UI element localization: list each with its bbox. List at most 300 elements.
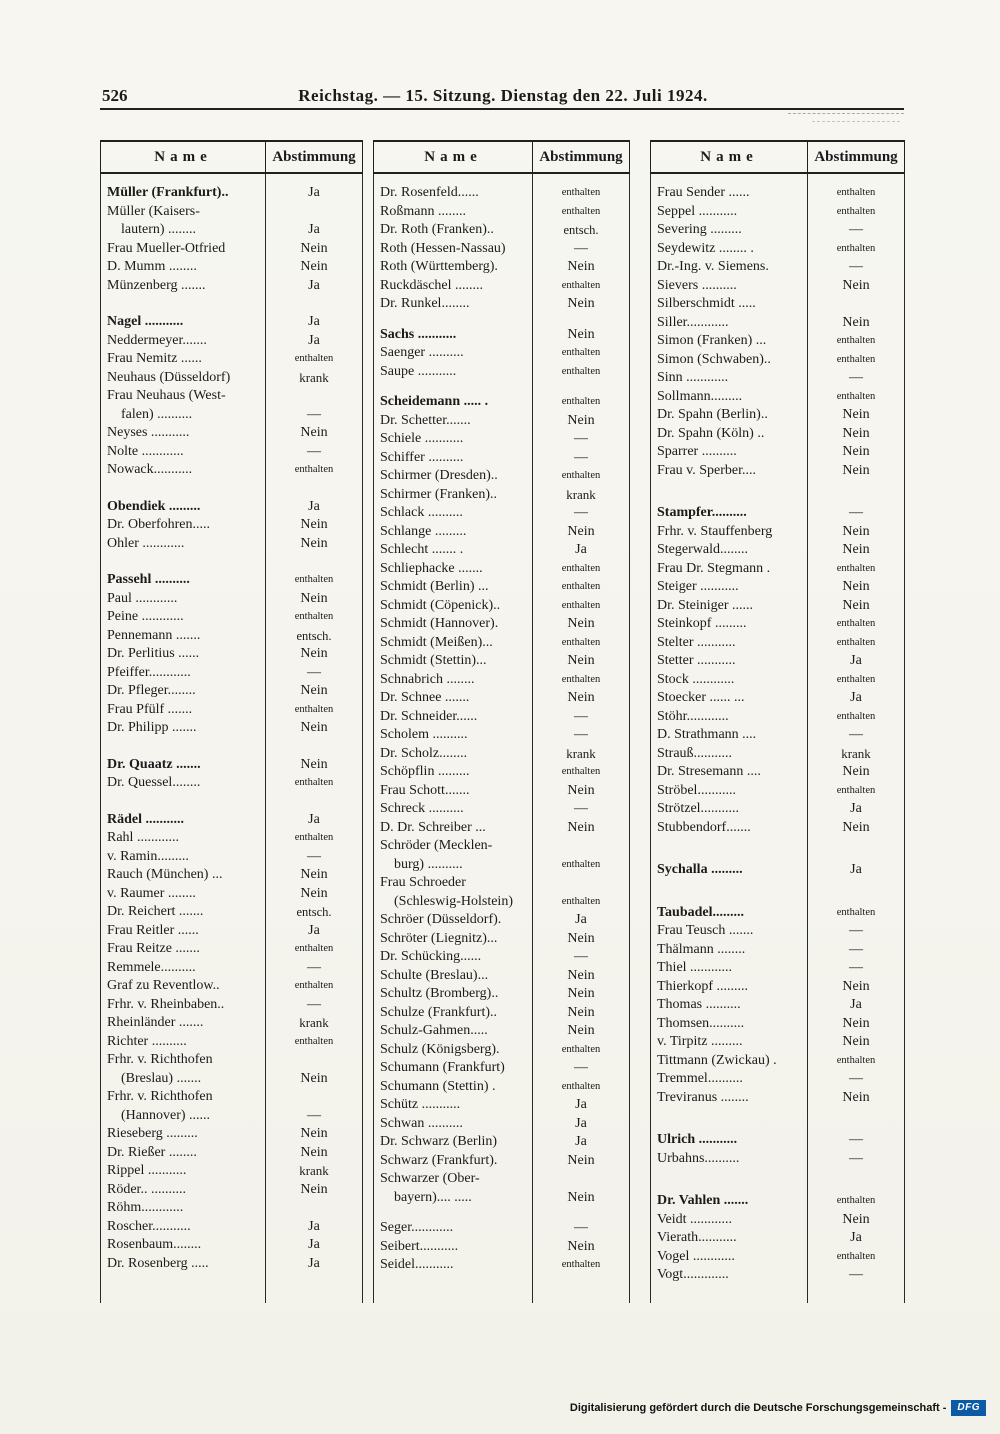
table-row xyxy=(101,1236,362,1255)
member-name: Severing ......... xyxy=(657,222,742,237)
table-row xyxy=(374,221,629,240)
table-row xyxy=(101,940,362,959)
member-name: Thomas .......... xyxy=(657,997,741,1012)
member-name: Frau Reitler ...... xyxy=(107,922,199,938)
vote-table-1 xyxy=(100,140,363,1303)
table-row xyxy=(101,1051,362,1088)
member-name: Tremmel.......... xyxy=(657,1071,743,1086)
member-name: Schmidt (Berlin) ... xyxy=(380,579,489,594)
member-name: Roßmann ........ xyxy=(380,203,466,219)
member-name: Sinn ............ xyxy=(657,370,729,385)
table-row xyxy=(651,332,904,351)
table-row xyxy=(651,1070,904,1089)
table-row xyxy=(651,369,904,388)
table-row xyxy=(101,277,362,296)
member-name: Rosenbaum........ xyxy=(107,1237,202,1252)
table-row xyxy=(101,682,362,701)
table-row xyxy=(374,1041,629,1060)
vote-value: — xyxy=(849,370,863,385)
table-row xyxy=(651,597,904,616)
table-row xyxy=(374,258,629,277)
member-name: Dr. Quaatz ....... xyxy=(107,756,201,772)
scan-artifact-dashes xyxy=(812,121,900,122)
vote-value: Nein xyxy=(842,277,870,293)
member-name: Schumann (Stettin) . xyxy=(380,1078,496,1094)
vote-value: Nein xyxy=(842,462,870,478)
table-row xyxy=(101,184,362,203)
vote-value: Nein xyxy=(842,425,870,441)
table-row xyxy=(651,763,904,782)
member-name: Sachs ........... xyxy=(380,326,457,342)
member-name: Vogel ............ xyxy=(657,1248,735,1264)
member-name: Frau Dr. Stegmann . xyxy=(657,560,771,576)
vote-column-header: Abstimmung xyxy=(272,148,356,165)
member-name: Frau Neuhaus (West- falen) .......... xyxy=(107,388,226,422)
vote-value: Nein xyxy=(567,690,595,705)
vote-value: — xyxy=(574,449,588,465)
header-rule xyxy=(100,108,904,110)
table-row xyxy=(101,829,362,848)
member-name: Steinkopf ......... xyxy=(657,616,747,631)
member-name: Seidel........... xyxy=(380,1257,454,1272)
vote-value: Nein xyxy=(300,646,328,661)
vote-value: enthalten xyxy=(836,390,876,402)
table-row xyxy=(374,1022,629,1041)
table-row xyxy=(651,541,904,560)
table-row xyxy=(374,967,629,986)
table-row xyxy=(374,800,629,819)
member-name: Nowack........... xyxy=(107,462,193,477)
table-row xyxy=(651,996,904,1015)
member-name: Schröer (Düsseldorf). xyxy=(380,912,502,927)
member-name: Müller (Frankfurt).. xyxy=(107,185,229,200)
vote-value: Ja xyxy=(308,922,320,938)
member-name: Stetter ........... xyxy=(657,653,736,668)
vote-value: Nein xyxy=(842,523,870,539)
table-row xyxy=(651,671,904,690)
table-row xyxy=(374,948,629,967)
member-name: Pfeiffer............ xyxy=(107,664,191,680)
table-row xyxy=(101,811,362,830)
member-name: Dr. Rießer ........ xyxy=(107,1144,197,1160)
vote-value: — xyxy=(574,505,588,520)
vote-value: Nein xyxy=(567,1023,595,1038)
vote-value: enthalten xyxy=(836,784,876,796)
member-name: Frhr. v. Richthofen (Hannover) ...... xyxy=(107,1089,213,1123)
vote-value: Nein xyxy=(300,867,328,882)
member-name: Urbahns.......... xyxy=(657,1150,740,1166)
member-name: Thiel ............ xyxy=(657,960,733,975)
member-name: Peine ............ xyxy=(107,609,184,624)
table-row xyxy=(101,1199,362,1218)
table-row xyxy=(101,387,362,424)
vote-value: Nein xyxy=(842,1015,870,1031)
letter-group-gap xyxy=(651,880,904,904)
member-name: Stampfer.......... xyxy=(657,505,747,520)
vote-value: enthalten xyxy=(294,777,334,788)
vote-value: krank xyxy=(299,1015,329,1030)
member-name: Roth (Württemberg). xyxy=(380,259,498,274)
vote-value: enthalten xyxy=(836,636,876,648)
letter-group-gap xyxy=(651,1168,904,1192)
vote-value: Ja xyxy=(308,1218,320,1234)
vote-value: Nein xyxy=(842,542,870,557)
vote-value: Nein xyxy=(567,1189,595,1205)
table-row xyxy=(101,203,362,240)
member-name: D. Strathmann .... xyxy=(657,727,757,742)
table-row xyxy=(101,996,362,1015)
vote-value: enthalten xyxy=(561,895,601,907)
member-name: D. Mumm ........ xyxy=(107,259,197,274)
member-name: Dr. Schücking...... xyxy=(380,949,482,964)
name-column-header: Name xyxy=(101,142,266,172)
table-row xyxy=(101,1088,362,1125)
vote-value: — xyxy=(574,431,588,446)
member-name: Schwan .......... xyxy=(380,1115,463,1131)
table-body xyxy=(650,174,905,1303)
member-name: Schulze (Frankfurt).. xyxy=(380,1004,498,1020)
member-name: Pennemann ....... xyxy=(107,627,201,643)
letter-group-gap xyxy=(651,480,904,504)
vote-value: Nein xyxy=(300,590,328,606)
table-row xyxy=(651,1089,904,1108)
table-row xyxy=(101,922,362,941)
letter-group-gap xyxy=(101,738,362,756)
name-column-header: Name xyxy=(651,142,808,172)
vote-value: — xyxy=(849,1150,863,1166)
vote-value xyxy=(808,295,904,314)
vote-value: — xyxy=(849,1132,863,1147)
table-row xyxy=(374,1115,629,1134)
vote-value: enthalten xyxy=(561,636,601,648)
vote-value: Nein xyxy=(842,764,870,779)
table-row xyxy=(374,763,629,782)
table-row xyxy=(374,671,629,690)
table-row xyxy=(101,535,362,554)
member-name: Schultz (Bromberg).. xyxy=(380,986,499,1001)
scan-artifact-dashes xyxy=(788,113,904,114)
page-number: 526 xyxy=(102,86,128,105)
member-name: Schwarzer (Ober- bayern).... ..... xyxy=(380,1171,480,1205)
table-row xyxy=(101,1162,362,1181)
member-name: Nagel ........... xyxy=(107,314,184,329)
member-name: Dr. Quessel........ xyxy=(107,775,201,790)
table-header-row xyxy=(100,140,363,174)
table-row xyxy=(101,424,362,443)
vote-value: Ja xyxy=(308,314,320,329)
member-name: Paul ............ xyxy=(107,590,178,606)
table-row xyxy=(374,911,629,930)
member-name: Rädel ........... xyxy=(107,811,184,827)
vote-value: enthalten xyxy=(836,242,876,254)
vote-table-2 xyxy=(373,140,630,1303)
table-row xyxy=(651,1192,904,1211)
vote-value: entsch. xyxy=(296,628,332,643)
member-name: Dr. Perlitius ...... xyxy=(107,646,200,661)
table-body xyxy=(100,174,363,1303)
vote-value: enthalten xyxy=(294,980,334,991)
table-row xyxy=(101,774,362,793)
member-name: v. Ramin......... xyxy=(107,848,189,864)
table-row xyxy=(651,904,904,923)
vote-value: Nein xyxy=(567,259,595,274)
table-row xyxy=(651,184,904,203)
vote-value: enthalten xyxy=(294,703,334,715)
vote-value: Nein xyxy=(842,978,870,994)
vote-value: krank xyxy=(299,369,329,385)
member-name: Sievers .......... xyxy=(657,277,737,293)
vote-value: enthalten xyxy=(836,710,876,722)
table-row xyxy=(101,977,362,996)
member-name: Scholem .......... xyxy=(380,727,468,742)
table-row xyxy=(374,578,629,597)
vote-value: Ja xyxy=(575,1097,587,1112)
member-name: Nolte ............ xyxy=(107,443,184,459)
member-name: Passehl .......... xyxy=(107,572,190,587)
vote-value: Ja xyxy=(850,997,862,1012)
table-row xyxy=(651,406,904,425)
vote-value: Nein xyxy=(300,259,328,274)
member-name: Schulte (Breslau)... xyxy=(380,967,489,983)
vote-value: enthalten xyxy=(561,1080,601,1092)
table-row xyxy=(374,560,629,579)
member-name: Dr. Schneider...... xyxy=(380,708,478,724)
table-body xyxy=(373,174,630,1303)
table-row xyxy=(101,866,362,885)
member-name: Rahl ............ xyxy=(107,830,179,845)
vote-value: Nein xyxy=(842,1089,870,1105)
vote-value: — xyxy=(849,727,863,742)
table-row xyxy=(651,745,904,764)
member-name: v. Raumer ........ xyxy=(107,885,196,901)
letter-group-gap xyxy=(651,837,904,861)
vote-value: enthalten xyxy=(561,1043,601,1055)
table-row xyxy=(651,708,904,727)
vote-value: enthalten xyxy=(836,335,876,346)
table-row xyxy=(651,726,904,745)
table-row xyxy=(101,516,362,535)
vote-value: — xyxy=(574,727,588,742)
member-name: Simon (Schwaben).. xyxy=(657,351,771,367)
vote-value: Nein xyxy=(842,1211,870,1227)
table-header-row xyxy=(650,140,905,174)
member-name: Silberschmidt ..... xyxy=(657,296,756,311)
member-name: Rheinländer ....... xyxy=(107,1015,204,1030)
table-row xyxy=(101,443,362,462)
member-name: Schlecht ....... . xyxy=(380,542,464,557)
table-row xyxy=(101,1144,362,1163)
vote-value: — xyxy=(849,941,863,957)
vote-value: — xyxy=(574,1220,588,1235)
member-name: Röder.. .......... xyxy=(107,1181,186,1197)
member-name: Ohler ............ xyxy=(107,535,185,551)
member-name: Neddermeyer....... xyxy=(107,332,207,348)
member-name: Schirmer (Franken).. xyxy=(380,486,498,502)
member-name: Schmidt (Stettin)... xyxy=(380,653,487,668)
vote-value: Nein xyxy=(567,1238,595,1254)
vote-value: Ja xyxy=(575,1134,587,1149)
vote-value: enthalten xyxy=(836,673,876,685)
vote-value: Nein xyxy=(567,412,595,428)
vote-value: Nein xyxy=(300,1126,328,1141)
member-name: Sollmann......... xyxy=(657,388,743,404)
vote-value: Nein xyxy=(300,1181,328,1197)
member-name: Schulz (Königsberg). xyxy=(380,1041,500,1057)
member-name: Dr. Spahn (Berlin).. xyxy=(657,407,768,422)
table-row xyxy=(374,184,629,203)
table-row xyxy=(101,959,362,978)
vote-value: entsch. xyxy=(296,905,332,919)
table-row xyxy=(374,874,629,911)
vote-value: — xyxy=(307,1107,321,1123)
table-row xyxy=(374,615,629,634)
vote-value: enthalten xyxy=(294,943,334,954)
table-row xyxy=(101,664,362,683)
table-row xyxy=(651,1211,904,1230)
member-name: v. Tirpitz ......... xyxy=(657,1034,743,1049)
member-name: Siller............ xyxy=(657,314,729,330)
member-name: Dr. Vahlen ....... xyxy=(657,1193,749,1208)
table-row xyxy=(374,504,629,523)
member-name: Schliephacke ....... xyxy=(380,560,483,576)
vote-table-3 xyxy=(650,140,905,1303)
member-name: Rieseberg ......... xyxy=(107,1126,198,1141)
table-row xyxy=(651,560,904,579)
vote-value: enthalten xyxy=(836,1054,876,1066)
vote-value: — xyxy=(307,664,321,680)
table-row xyxy=(101,350,362,369)
member-name: Thälmann ........ xyxy=(657,941,746,957)
digitization-footer xyxy=(570,1400,986,1416)
member-name: Richter .......... xyxy=(107,1033,187,1049)
vote-value: — xyxy=(849,505,863,520)
table-row xyxy=(651,1150,904,1169)
vote-value: Nein xyxy=(567,930,595,946)
table-row xyxy=(101,461,362,480)
table-row xyxy=(651,1015,904,1034)
vote-value: — xyxy=(307,848,321,864)
table-row xyxy=(651,800,904,819)
member-name: D. Dr. Schreiber ... xyxy=(380,819,486,835)
vote-value: Nein xyxy=(842,444,870,459)
vote-value: — xyxy=(574,1060,588,1075)
vote-value: — xyxy=(849,960,863,975)
member-name: Schirmer (Dresden).. xyxy=(380,468,498,483)
member-name: Frau Nemitz ...... xyxy=(107,351,202,366)
vote-value: Ja xyxy=(308,332,320,348)
vote-value: Ja xyxy=(850,1230,862,1245)
table-row xyxy=(374,277,629,296)
table-row xyxy=(374,1152,629,1171)
table-row xyxy=(374,240,629,259)
vote-value: Ja xyxy=(850,862,862,877)
member-name: Frau Teusch ....... xyxy=(657,923,754,938)
table-row xyxy=(651,959,904,978)
vote-value: Ja xyxy=(850,690,862,705)
vote-value: enthalten xyxy=(561,470,601,481)
vote-value: entsch. xyxy=(563,223,599,237)
table-row xyxy=(374,597,629,616)
table-row xyxy=(101,848,362,867)
vote-value: — xyxy=(849,1267,863,1282)
member-name: Schröder (Mecklen- burg) .......... xyxy=(380,838,493,872)
table-row xyxy=(374,1256,629,1275)
member-name: Neuhaus (Düsseldorf) xyxy=(107,369,231,385)
vote-value: enthalten xyxy=(836,1195,876,1206)
table-row xyxy=(651,240,904,259)
member-name: Schiffer .......... xyxy=(380,449,464,465)
vote-value: Ja xyxy=(308,811,320,827)
table-row xyxy=(374,745,629,764)
vote-value: Nein xyxy=(842,579,870,594)
vote-value: Ja xyxy=(308,277,320,293)
member-name: Schreck .......... xyxy=(380,801,464,816)
member-name: Frau Pfülf ....... xyxy=(107,701,193,717)
member-name: Frau Sender ...... xyxy=(657,185,750,200)
table-row xyxy=(101,645,362,664)
vote-value: Nein xyxy=(300,720,328,735)
table-row xyxy=(101,701,362,720)
member-name: Seibert........... xyxy=(380,1238,459,1254)
vote-value: enthalten xyxy=(294,611,334,622)
vote-value: Ja xyxy=(308,222,320,237)
vote-value: enthalten xyxy=(561,365,601,377)
table-row xyxy=(374,295,629,314)
vote-value: krank xyxy=(566,745,596,761)
vote-value: enthalten xyxy=(294,574,334,585)
member-name: Dr.-Ing. v. Siemens. xyxy=(657,259,769,274)
vote-value: Nein xyxy=(567,616,595,631)
table-row xyxy=(651,782,904,801)
vote-value: Ja xyxy=(308,185,320,200)
vote-value: enthalten xyxy=(836,1250,876,1262)
member-name: Schiele ........... xyxy=(380,431,464,446)
member-name: Schöpflin ......... xyxy=(380,764,470,779)
name-column-header: Name xyxy=(374,142,533,172)
table-row xyxy=(374,393,629,412)
vote-value: enthalten xyxy=(561,187,601,198)
table-row xyxy=(651,425,904,444)
table-row xyxy=(374,203,629,222)
member-name: Roth (Hessen-Nassau) xyxy=(380,240,506,256)
table-row xyxy=(374,541,629,560)
table-row xyxy=(651,203,904,222)
vote-value: Nein xyxy=(300,683,328,698)
member-name: Frau Schroeder (Schleswig-Holstein) xyxy=(380,875,513,909)
table-row xyxy=(374,412,629,431)
member-name: Ruckdäschel ........ xyxy=(380,277,484,293)
letter-group-gap xyxy=(101,480,362,498)
table-row xyxy=(651,1248,904,1267)
member-name: Münzenberg ....... xyxy=(107,277,206,293)
table-row xyxy=(651,314,904,333)
member-name: Schwarz (Frankfurt). xyxy=(380,1152,498,1168)
table-row xyxy=(101,590,362,609)
table-row xyxy=(101,571,362,590)
member-name: Dr. Schwarz (Berlin) xyxy=(380,1134,498,1149)
vote-value: enthalten xyxy=(561,279,601,291)
member-name: Dr. Reichert ....... xyxy=(107,904,204,919)
member-name: Dr. Schnee ....... xyxy=(380,690,470,705)
vote-value: Nein xyxy=(300,756,328,772)
table-row xyxy=(101,756,362,775)
table-row xyxy=(101,313,362,332)
table-row xyxy=(374,1170,629,1207)
table-row xyxy=(651,941,904,960)
member-name: Schnabrich ........ xyxy=(380,671,475,687)
vote-value: enthalten xyxy=(836,562,876,574)
member-name: Dr. Roth (Franken).. xyxy=(380,222,494,237)
